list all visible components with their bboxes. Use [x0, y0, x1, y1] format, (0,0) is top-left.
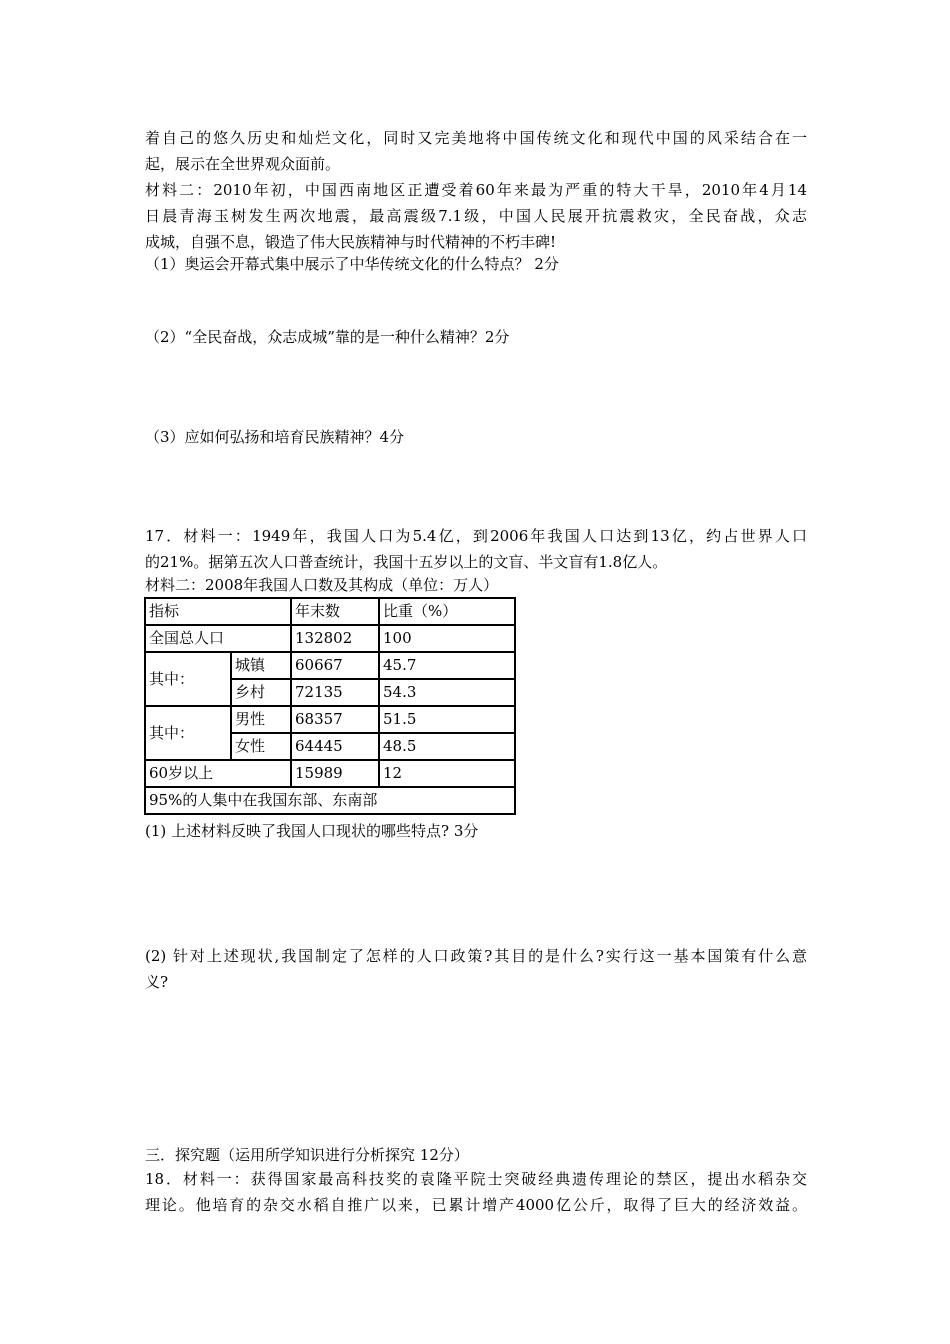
elderly-pct: 12 — [379, 760, 515, 787]
female-label: 女性 — [231, 733, 291, 760]
male-pct: 51.5 — [379, 706, 515, 733]
header-year-end-count: 年末数 — [291, 598, 379, 625]
table-row — [145, 652, 515, 679]
table-caption: 材料二：2008年我国人口数及其构成（单位：万人） — [145, 576, 499, 594]
group-label-gender: 其中： — [145, 706, 231, 760]
elderly-label: 60岁以上 — [145, 760, 291, 787]
question-17-material-one-line: 的21%。据第五次人口普查统计，我国十五岁以上的文盲、半文盲有1.8亿人。 — [145, 553, 668, 571]
rural-value: 72135 — [291, 679, 379, 706]
question-17-2-continued: 义? — [145, 973, 169, 991]
table-row — [145, 787, 515, 814]
table-row — [145, 760, 515, 787]
urban-label: 城镇 — [231, 652, 291, 679]
elderly-value: 15989 — [291, 760, 379, 787]
question-17-material-one-line: 17．材料一：1949年，我国人口为5.4亿，到2006年我国人口达到13亿，约占世界人口 — [145, 527, 807, 545]
header-proportion: 比重（%） — [379, 598, 515, 625]
female-pct: 48.5 — [379, 733, 515, 760]
material-two-text-line: 日晨青海玉树发生两次地震，最高震级7.1级，中国人民展开抗震救灾，全民奋战，众志 — [145, 207, 807, 225]
table-row — [145, 706, 515, 733]
urban-value: 60667 — [291, 652, 379, 679]
question-18-material-one-line: 18．材料一：获得国家最高科技奖的袁隆平院士突破经典遗传理论的禁区，提出水稻杂交 — [145, 1170, 807, 1188]
question-17-2: (2) 针对上述现状,我国制定了怎样的人口政策?其目的是什么?实行这一基本国策有什么意 — [145, 947, 807, 965]
question-16-3: （3）应如何弘扬和培育民族精神？4分 — [145, 428, 405, 446]
total-label: 全国总人口 — [145, 625, 291, 652]
rural-label: 乡村 — [231, 679, 291, 706]
material-one-text-line: 着自己的悠久历史和灿烂文化，同时又完美地将中国传统文化和现代中国的风采结合在一 — [145, 129, 807, 147]
population-table — [144, 597, 516, 815]
question-16-2: （2）“全民奋战，众志成城”靠的是一种什么精神？2分 — [145, 328, 510, 346]
urban-pct: 45.7 — [379, 652, 515, 679]
material-two-text-line: 成城，自强不息，锻造了伟大民族精神与时代精神的不朽丰碑! — [145, 233, 557, 251]
header-indicator: 指标 — [145, 598, 291, 625]
group-label-urban-rural: 其中： — [145, 652, 231, 706]
rural-pct: 54.3 — [379, 679, 515, 706]
question-18-material-one-line: 理论。他培育的杂交水稻自推广以来，已累计增产4000亿公斤，取得了巨大的经济效益。 — [145, 1196, 807, 1214]
female-value: 64445 — [291, 733, 379, 760]
table-row — [145, 625, 515, 652]
material-two-text-line: 材料二：2010年初，中国西南地区正遭受着60年来最为严重的特大干旱，2010年4月14 — [145, 181, 807, 199]
question-17-1: (1) 上述材料反映了我国人口现状的哪些特点? 3分 — [145, 822, 479, 840]
table-note: 95%的人集中在我国东部、东南部 — [145, 787, 515, 814]
total-pct: 100 — [379, 625, 515, 652]
total-value: 132802 — [291, 625, 379, 652]
section-3-heading: 三．探究题（运用所学知识进行分析探究 12分） — [145, 1146, 469, 1164]
male-value: 68357 — [291, 706, 379, 733]
male-label: 男性 — [231, 706, 291, 733]
question-16-1: （1）奥运会开幕式集中展示了中华传统文化的什么特点？ 2分 — [145, 255, 559, 273]
material-one-text-line: 起，展示在全世界观众面前。 — [145, 155, 341, 173]
table-header-row — [145, 598, 515, 625]
